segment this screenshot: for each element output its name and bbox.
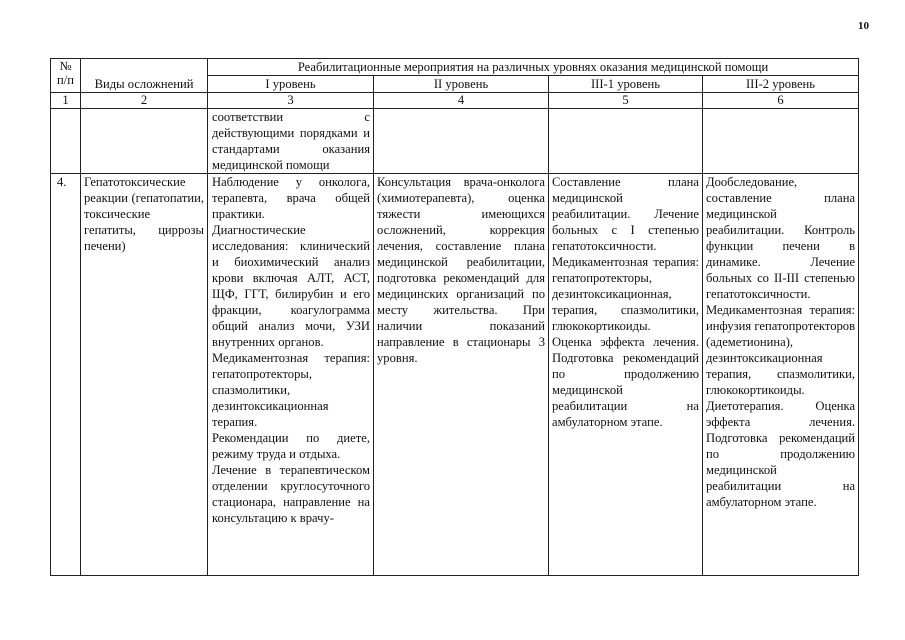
column-number-row [51, 93, 859, 109]
header-level-3-1: III-1 уровень [549, 76, 703, 93]
row-level-3-1 [549, 174, 703, 576]
header-group-title: Реабилитационные мероприятия на различных уровнях оказания медицинской помощи [208, 59, 859, 76]
row-level-2: Консультация врача-онколога (химиотерапевта), оценка тяжести имеющихся осложнений, коррекция лечения, составление плана медицинской реабилитации, подготовка рекомендаций для медицинских организаций по месту жительства. При наличии показаний направление в стационары 3 уровня. [374, 174, 549, 576]
header-number-cell [51, 59, 81, 93]
column-number: 4 [374, 93, 549, 109]
header-level-2: II уровень [374, 76, 549, 93]
column-number: 6 [703, 93, 859, 109]
row-number: 4. [51, 174, 81, 576]
continuation-level-3-1 [549, 109, 703, 174]
level-3-1-paragraph: Оценка эффекта лечения. Подготовка рекомендаций по продолжению медицинской реабилитации на амбулаторном этапе. [552, 335, 699, 429]
row-level-3-2: Дообследование, составление плана медицинской реабилитации. Контроль функции печени в динамике. Лечение больных со II-III степенью гепатотоксичности. Медикаментозная терапия: инфузия гепатопротекторов (адеметионина), дезинтоксикационная терапия, спазмолитики, глюкокортикоиды. Диетотерапия. Оценка эффекта лечения. Подготовка рекомендаций по продолжению медицинской реабилитации на амбулаторном этапе. [703, 174, 859, 576]
continuation-level-3-2 [703, 109, 859, 174]
row-hepatotoxic [51, 174, 859, 576]
continuation-row [51, 109, 859, 174]
continuation-level-2 [374, 109, 549, 174]
level-1-paragraph: Диагностические исследования: клинический и биохимический анализ крови включая АЛТ, АСТ, ЩФ, ГГТ, билирубин и его фракции, коагулограмма общий анализ мочи, УЗИ внутренних органов. [212, 223, 370, 349]
continuation-level-1: соответствии с действующими порядками и стандартами оказания медицинской помощи [208, 109, 374, 174]
level-1-paragraph: Медикаментозная терапия: гепатопротекторы, спазмолитики, дезинтоксикационная терапия. [212, 351, 370, 429]
rehabilitation-table [50, 58, 859, 576]
level-1-paragraph: Наблюдение у онколога, терапевта, врача общей практики. [212, 175, 370, 221]
header-number-line2: п/п [57, 73, 74, 87]
level-1-paragraph: Рекомендации по диете, режиму труда и отдыха. [212, 431, 370, 461]
column-number: 1 [51, 93, 81, 109]
header-level-1: I уровень [208, 76, 374, 93]
continuation-complication-cell [81, 109, 208, 174]
column-number: 2 [81, 93, 208, 109]
header-complications: Виды осложнений [81, 59, 208, 93]
level-3-1-paragraph: Составление плана медицинской реабилитации. Лечение больных с I степенью гепатотоксичности. Медикаментозная терапия: гепатопротекторы, дезинтоксикационная, терапия, спазмолитики, глюкокортикоиды. [552, 175, 699, 333]
level-1-paragraph: Лечение в терапевтическом отделении круглосуточного стационара, направление на консультацию к врачу- [212, 463, 370, 525]
header-number-line1: № [59, 59, 72, 73]
row-complication: Гепатотоксические реакции (гепатопатии, токсические гепатиты, циррозы печени) [81, 174, 208, 576]
page-number: 10 [858, 20, 869, 32]
header-row-1 [51, 59, 859, 76]
header-level-3-2: III-2 уровень [703, 76, 859, 93]
column-number: 3 [208, 93, 374, 109]
continuation-num-cell [51, 109, 81, 174]
column-number: 5 [549, 93, 703, 109]
row-level-1 [208, 174, 374, 576]
